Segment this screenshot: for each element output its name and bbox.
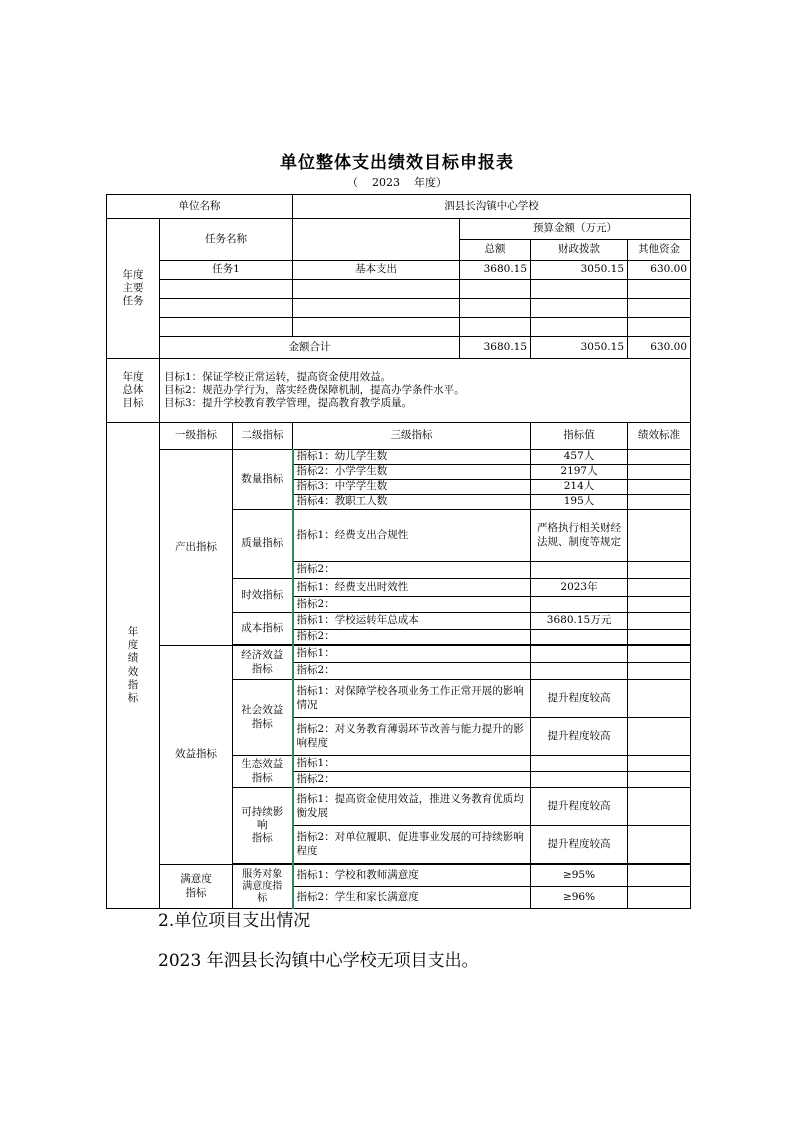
- sum-total: 3680.15: [460, 337, 531, 359]
- indicator-value: [531, 756, 628, 772]
- timeliness-indicators-label: 时效指标: [233, 579, 293, 613]
- task-desc-header-blank: [293, 219, 460, 261]
- task-fiscal: 3050.15: [531, 261, 628, 280]
- indicator-value: [531, 772, 628, 788]
- indicator-name: 指标1：提高资金使用效益，推进义务教育优质均衡发展: [293, 788, 531, 826]
- budget-header: 预算金额（万元）: [460, 219, 691, 240]
- col-total-header: 总额: [460, 240, 531, 261]
- indicator-value: [531, 630, 628, 645]
- economic-indicators-label: 经济效益 指标: [233, 646, 293, 680]
- table-row: [107, 646, 691, 663]
- indicator-name: 指标1：经费支出合规性: [293, 510, 531, 562]
- indicator-name: 指标2：: [293, 597, 531, 613]
- indicator-value: 457人: [531, 450, 628, 465]
- table-row: [107, 450, 691, 465]
- sum-fiscal: 3050.15: [531, 337, 628, 359]
- indicator-name: 指标2：对义务教育薄弱环节改善与能力提升的影响程度: [293, 718, 531, 756]
- goal-line: 目标1：保证学校正常运转，提高资金使用效益。: [164, 370, 392, 383]
- level2-header: 二级指标: [233, 423, 293, 450]
- task-name-header: 任务名称: [160, 219, 293, 261]
- level1-header: 一级指标: [160, 423, 233, 450]
- satisfaction-indicators-label: 满意度 指标: [160, 865, 233, 909]
- indicator-name: 指标2：: [293, 630, 531, 645]
- indicator-value: 提升程度较高: [531, 718, 628, 756]
- indicator-name: 指标2：小学学生数: [293, 465, 531, 480]
- indicator-value: 195人: [531, 495, 628, 510]
- value-header: 指标值: [531, 423, 628, 450]
- col-other-header: 其他资金: [628, 240, 691, 261]
- page-title: 单位整体支出绩效目标申报表: [280, 153, 514, 173]
- indicator-value: [531, 663, 628, 680]
- indicator-value: 2197人: [531, 465, 628, 480]
- indicator-name: 指标1：学校和教师满意度: [293, 865, 531, 887]
- indicator-name: 指标1：对保障学校各项业务工作正常开展的影响情况: [293, 680, 531, 718]
- indicator-name: 指标2：: [293, 772, 531, 788]
- indicator-value: 2023年: [531, 579, 628, 597]
- indicator-value: [531, 562, 628, 579]
- service-satisfaction-label: 服务对象 满意度指 标: [233, 865, 293, 909]
- annual-goals-label: 年度 总体 目标: [107, 359, 160, 423]
- indicator-value: ≥95%: [531, 865, 628, 887]
- task-total: 3680.15: [460, 261, 531, 280]
- indicator-value: [531, 597, 628, 613]
- level3-header: 三级指标: [293, 423, 531, 450]
- task-other: 630.00: [628, 261, 691, 280]
- ecological-indicators-label: 生态效益 指标: [233, 756, 293, 788]
- indicator-name: 指标2：: [293, 562, 531, 579]
- unit-name-label: 单位名称: [107, 195, 293, 219]
- sum-other: 630.00: [628, 337, 691, 359]
- indicator-name: 指标2：: [293, 663, 531, 680]
- section2-text: 2023 年泗县长沟镇中心学校无项目支出。: [158, 951, 479, 971]
- indicator-name: 指标1：: [293, 756, 531, 772]
- indicator-value: ≥96%: [531, 887, 628, 909]
- annual-goals: [160, 359, 691, 423]
- indicator-value: 提升程度较高: [531, 680, 628, 718]
- indicator-name: 指标1：: [293, 646, 531, 663]
- quantity-indicators-label: 数量指标: [233, 450, 293, 510]
- cost-indicators-label: 成本指标: [233, 613, 293, 645]
- quality-indicators-label: 质量指标: [233, 510, 293, 579]
- indicator-value: 214人: [531, 480, 628, 495]
- standard-header: 绩效标准: [628, 423, 691, 450]
- annual-tasks-label: 年度 主要 任务: [107, 219, 160, 359]
- table-row: [107, 865, 691, 887]
- year-subtitle: （ 2023 年度）: [347, 176, 447, 189]
- indicator-value: 3680.15万元: [531, 613, 628, 630]
- indicator-value: 提升程度较高: [531, 826, 628, 864]
- task-desc: 基本支出: [293, 261, 460, 280]
- indicator-value: 严格执行相关财经法规、制度等规定: [531, 510, 628, 562]
- indicators-label: 年 度 绩 效 指 标: [107, 423, 160, 909]
- indicator-name: 指标1：学校运转年总成本: [293, 613, 531, 630]
- indicator-name: 指标1：幼儿学生数: [293, 450, 531, 465]
- col-fiscal-header: 财政拨款: [531, 240, 628, 261]
- section2-heading: 2.单位项目支出情况: [158, 911, 311, 931]
- effect-indicators-label: 效益指标: [160, 646, 233, 865]
- indicator-name: 指标1：经费支出时效性: [293, 579, 531, 597]
- goal-line: 目标3：提升学校教育教学管理，提高教育教学质量。: [164, 397, 413, 410]
- indicator-value: 提升程度较高: [531, 788, 628, 826]
- sustainable-indicators-label: 可持续影 响 指标: [233, 788, 293, 864]
- goal-line: 目标2：规范办学行为，落实经费保障机制，提高办学条件水平。: [164, 383, 465, 396]
- table-row: [107, 261, 691, 280]
- task-name: 任务1: [160, 261, 293, 280]
- performance-target-table: [106, 194, 691, 909]
- social-indicators-label: 社会效益 指标: [233, 680, 293, 756]
- indicator-name: 指标3：中学学生数: [293, 480, 531, 495]
- indicator-value: [531, 646, 628, 663]
- output-indicators-label: 产出指标: [160, 450, 233, 646]
- indicator-name: 指标2：对单位履职、促进事业发展的可持续影响程度: [293, 826, 531, 864]
- unit-name-value: 泗县长沟镇中心学校: [293, 195, 691, 219]
- sum-label: 金额合计: [160, 337, 460, 359]
- indicator-name: 指标4：教职工人数: [293, 495, 531, 510]
- indicator-name: 指标2：学生和家长满意度: [293, 887, 531, 909]
